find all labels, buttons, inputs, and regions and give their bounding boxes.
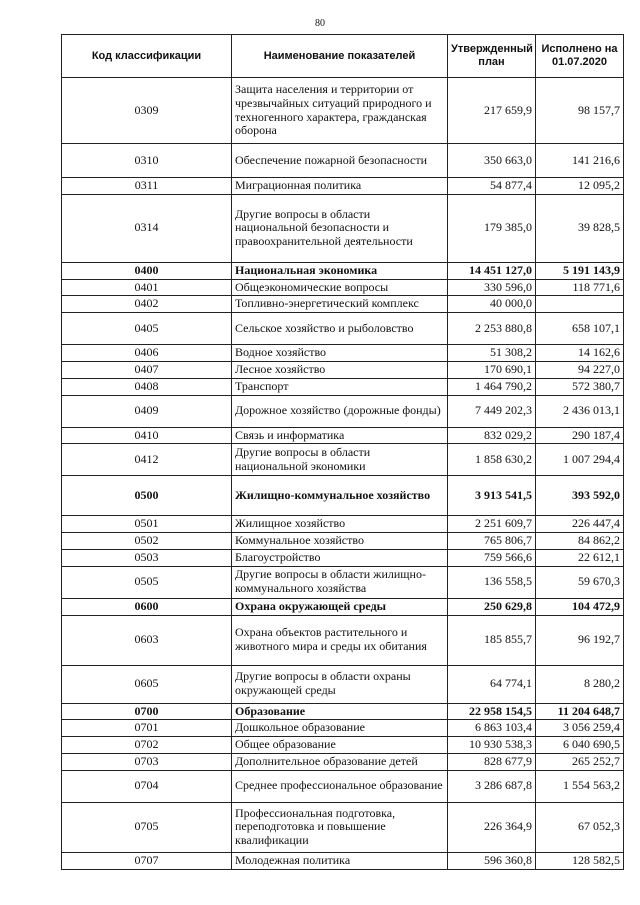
cell-name: Образование bbox=[232, 703, 448, 720]
cell-plan: 1 464 790,2 bbox=[448, 378, 536, 395]
table-row bbox=[62, 427, 624, 444]
cell-code: 0401 bbox=[62, 279, 232, 296]
table-row bbox=[62, 476, 624, 516]
cell-name: Профессиональная подготовка, переподготовка и повышение квалификации bbox=[232, 802, 448, 852]
cell-name: Общеэкономические вопросы bbox=[232, 279, 448, 296]
cell-actual: 11 204 648,7 bbox=[536, 703, 624, 720]
cell-actual: 94 227,0 bbox=[536, 361, 624, 378]
cell-actual bbox=[536, 296, 624, 313]
cell-actual: 393 592,0 bbox=[536, 476, 624, 516]
cell-name: Другие вопросы в области национальной экономики bbox=[232, 444, 448, 476]
table-row bbox=[62, 533, 624, 550]
cell-name: Дополнительное образование детей bbox=[232, 753, 448, 770]
cell-plan: 179 385,0 bbox=[448, 194, 536, 262]
cell-code: 0502 bbox=[62, 533, 232, 550]
cell-name: Миграционная политика bbox=[232, 178, 448, 195]
cell-code: 0407 bbox=[62, 361, 232, 378]
table-row bbox=[62, 178, 624, 195]
cell-actual: 118 771,6 bbox=[536, 279, 624, 296]
cell-name: Охрана объектов растительного и животного мира и среды их обитания bbox=[232, 615, 448, 665]
cell-code: 0309 bbox=[62, 78, 232, 144]
cell-plan: 3 913 541,5 bbox=[448, 476, 536, 516]
cell-plan: 7 449 202,3 bbox=[448, 395, 536, 427]
cell-actual: 658 107,1 bbox=[536, 313, 624, 345]
header-name: Наименование показателей bbox=[232, 35, 448, 78]
cell-actual: 1 554 563,2 bbox=[536, 770, 624, 802]
cell-plan: 759 566,6 bbox=[448, 549, 536, 566]
cell-actual: 265 252,7 bbox=[536, 753, 624, 770]
cell-actual: 3 056 259,4 bbox=[536, 720, 624, 737]
table-row bbox=[62, 802, 624, 852]
budget-table bbox=[61, 34, 624, 870]
table-row bbox=[62, 737, 624, 754]
table-row bbox=[62, 345, 624, 362]
table-row bbox=[62, 444, 624, 476]
cell-actual: 226 447,4 bbox=[536, 516, 624, 533]
cell-code: 0703 bbox=[62, 753, 232, 770]
cell-plan: 51 308,2 bbox=[448, 345, 536, 362]
cell-actual: 14 162,6 bbox=[536, 345, 624, 362]
cell-code: 0500 bbox=[62, 476, 232, 516]
cell-code: 0605 bbox=[62, 665, 232, 703]
table-row bbox=[62, 144, 624, 178]
table-row bbox=[62, 313, 624, 345]
cell-name: Сельское хозяйство и рыболовство bbox=[232, 313, 448, 345]
cell-name: Жилищно-коммунальное хозяйство bbox=[232, 476, 448, 516]
cell-plan: 54 877,4 bbox=[448, 178, 536, 195]
cell-code: 0603 bbox=[62, 615, 232, 665]
cell-name: Жилищное хозяйство bbox=[232, 516, 448, 533]
cell-plan: 10 930 538,3 bbox=[448, 737, 536, 754]
cell-actual: 8 280,2 bbox=[536, 665, 624, 703]
cell-plan: 1 858 630,2 bbox=[448, 444, 536, 476]
cell-name: Другие вопросы в области охраны окружающей среды bbox=[232, 665, 448, 703]
cell-plan: 330 596,0 bbox=[448, 279, 536, 296]
cell-plan: 3 286 687,8 bbox=[448, 770, 536, 802]
table-row bbox=[62, 279, 624, 296]
cell-name: Другие вопросы в области национальной безопасности и правоохранительной деятельности bbox=[232, 194, 448, 262]
cell-name: Молодежная политика bbox=[232, 852, 448, 869]
cell-name: Водное хозяйство bbox=[232, 345, 448, 362]
cell-code: 0505 bbox=[62, 566, 232, 598]
table-row bbox=[62, 566, 624, 598]
cell-plan: 22 958 154,5 bbox=[448, 703, 536, 720]
cell-plan: 350 663,0 bbox=[448, 144, 536, 178]
cell-name: Благоустройство bbox=[232, 549, 448, 566]
cell-name: Связь и информатика bbox=[232, 427, 448, 444]
table-row bbox=[62, 395, 624, 427]
table-row bbox=[62, 262, 624, 279]
cell-actual: 1 007 294,4 bbox=[536, 444, 624, 476]
cell-name: Лесное хозяйство bbox=[232, 361, 448, 378]
cell-actual: 290 187,4 bbox=[536, 427, 624, 444]
cell-plan: 170 690,1 bbox=[448, 361, 536, 378]
table-row bbox=[62, 194, 624, 262]
cell-code: 0400 bbox=[62, 262, 232, 279]
cell-plan: 596 360,8 bbox=[448, 852, 536, 869]
table-row bbox=[62, 549, 624, 566]
cell-code: 0314 bbox=[62, 194, 232, 262]
cell-code: 0406 bbox=[62, 345, 232, 362]
cell-code: 0707 bbox=[62, 852, 232, 869]
table-header-row bbox=[62, 35, 624, 78]
header-plan: Утвержденный план bbox=[448, 35, 536, 78]
cell-name: Защита населения и территории от чрезвычайных ситуаций природного и техногенного характера, гражданская оборона bbox=[232, 78, 448, 144]
cell-actual: 104 472,9 bbox=[536, 598, 624, 615]
cell-plan: 136 558,5 bbox=[448, 566, 536, 598]
table-row bbox=[62, 703, 624, 720]
cell-code: 0704 bbox=[62, 770, 232, 802]
table-row bbox=[62, 720, 624, 737]
header-actual: Исполнено на 01.07.2020 bbox=[536, 35, 624, 78]
cell-actual: 39 828,5 bbox=[536, 194, 624, 262]
cell-code: 0503 bbox=[62, 549, 232, 566]
cell-name: Обеспечение пожарной безопасности bbox=[232, 144, 448, 178]
cell-name: Национальная экономика bbox=[232, 262, 448, 279]
cell-name: Топливно-энергетический комплекс bbox=[232, 296, 448, 313]
cell-name: Другие вопросы в области жилищно-коммунального хозяйства bbox=[232, 566, 448, 598]
page-number: 80 bbox=[315, 18, 325, 29]
table-row bbox=[62, 378, 624, 395]
header-code: Код классификации bbox=[62, 35, 232, 78]
table-row bbox=[62, 615, 624, 665]
cell-code: 0705 bbox=[62, 802, 232, 852]
cell-name: Транспорт bbox=[232, 378, 448, 395]
cell-actual: 59 670,3 bbox=[536, 566, 624, 598]
cell-name: Среднее профессиональное образование bbox=[232, 770, 448, 802]
cell-actual: 98 157,7 bbox=[536, 78, 624, 144]
table-body bbox=[62, 78, 624, 870]
cell-actual: 12 095,2 bbox=[536, 178, 624, 195]
cell-actual: 22 612,1 bbox=[536, 549, 624, 566]
cell-code: 0405 bbox=[62, 313, 232, 345]
cell-code: 0408 bbox=[62, 378, 232, 395]
cell-code: 0700 bbox=[62, 703, 232, 720]
table-row bbox=[62, 770, 624, 802]
cell-actual: 572 380,7 bbox=[536, 378, 624, 395]
table-row bbox=[62, 516, 624, 533]
cell-code: 0702 bbox=[62, 737, 232, 754]
cell-plan: 2 253 880,8 bbox=[448, 313, 536, 345]
cell-plan: 217 659,9 bbox=[448, 78, 536, 144]
table-row bbox=[62, 753, 624, 770]
cell-plan: 185 855,7 bbox=[448, 615, 536, 665]
cell-plan: 226 364,9 bbox=[448, 802, 536, 852]
cell-name: Охрана окружающей среды bbox=[232, 598, 448, 615]
cell-plan: 832 029,2 bbox=[448, 427, 536, 444]
cell-plan: 14 451 127,0 bbox=[448, 262, 536, 279]
cell-code: 0311 bbox=[62, 178, 232, 195]
cell-code: 0412 bbox=[62, 444, 232, 476]
table-row bbox=[62, 361, 624, 378]
cell-plan: 64 774,1 bbox=[448, 665, 536, 703]
table-row bbox=[62, 852, 624, 869]
cell-actual: 141 216,6 bbox=[536, 144, 624, 178]
cell-code: 0701 bbox=[62, 720, 232, 737]
cell-actual: 2 436 013,1 bbox=[536, 395, 624, 427]
cell-code: 0409 bbox=[62, 395, 232, 427]
cell-name: Коммунальное хозяйство bbox=[232, 533, 448, 550]
cell-code: 0402 bbox=[62, 296, 232, 313]
cell-plan: 6 863 103,4 bbox=[448, 720, 536, 737]
cell-actual: 6 040 690,5 bbox=[536, 737, 624, 754]
cell-actual: 128 582,5 bbox=[536, 852, 624, 869]
table-row bbox=[62, 665, 624, 703]
cell-name: Общее образование bbox=[232, 737, 448, 754]
cell-plan: 40 000,0 bbox=[448, 296, 536, 313]
cell-plan: 765 806,7 bbox=[448, 533, 536, 550]
cell-actual: 96 192,7 bbox=[536, 615, 624, 665]
cell-plan: 250 629,8 bbox=[448, 598, 536, 615]
cell-code: 0410 bbox=[62, 427, 232, 444]
cell-name: Дорожное хозяйство (дорожные фонды) bbox=[232, 395, 448, 427]
cell-plan: 2 251 609,7 bbox=[448, 516, 536, 533]
cell-name: Дошкольное образование bbox=[232, 720, 448, 737]
cell-code: 0501 bbox=[62, 516, 232, 533]
cell-code: 0310 bbox=[62, 144, 232, 178]
cell-code: 0600 bbox=[62, 598, 232, 615]
cell-actual: 5 191 143,9 bbox=[536, 262, 624, 279]
cell-actual: 84 862,2 bbox=[536, 533, 624, 550]
cell-plan: 828 677,9 bbox=[448, 753, 536, 770]
table-row bbox=[62, 296, 624, 313]
cell-actual: 67 052,3 bbox=[536, 802, 624, 852]
table-row bbox=[62, 78, 624, 144]
table-row bbox=[62, 598, 624, 615]
